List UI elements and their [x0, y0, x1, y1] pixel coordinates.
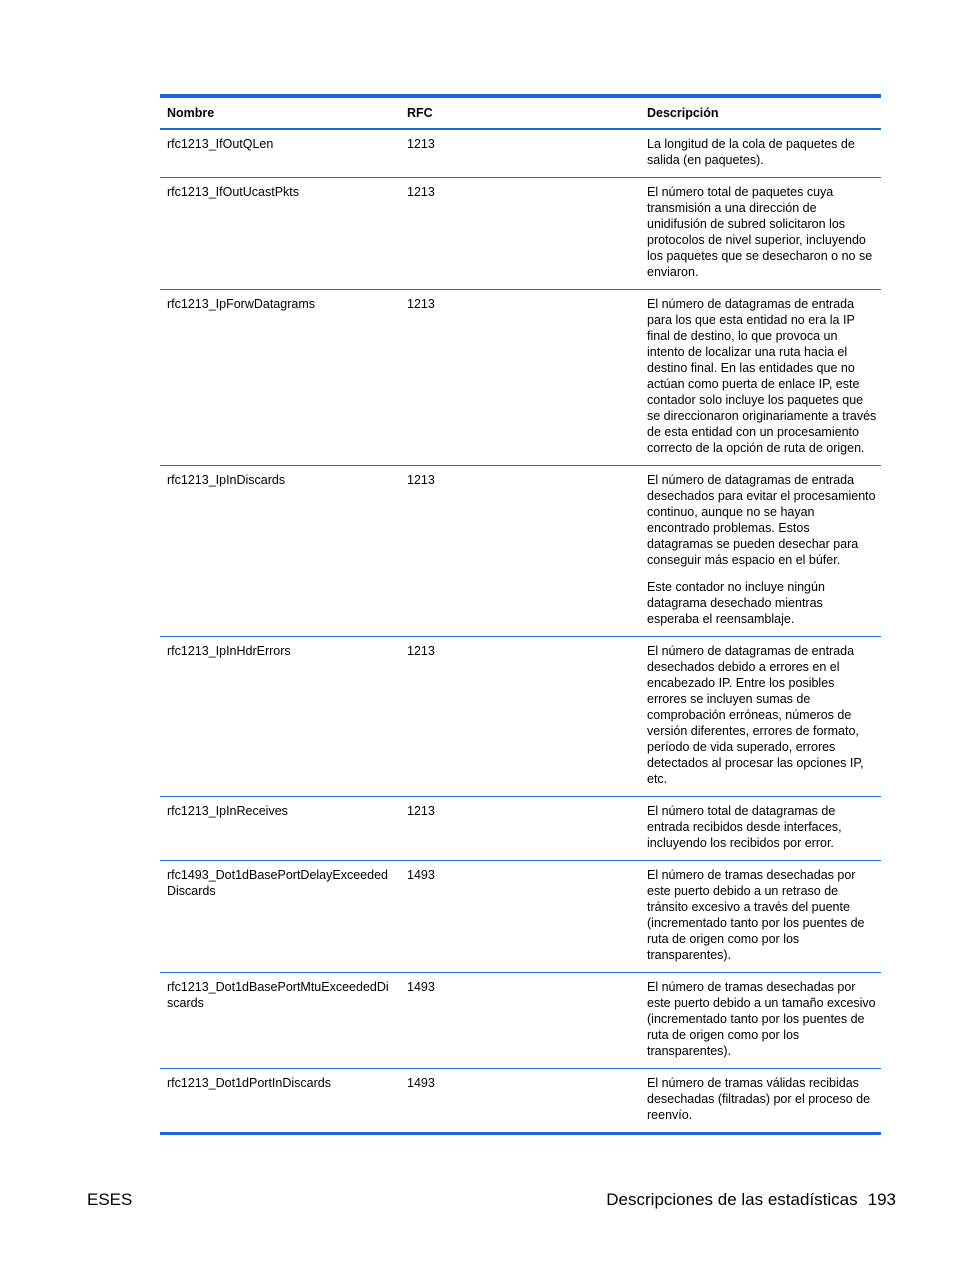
cell-rfc: 1213 [407, 297, 435, 311]
cell-nombre: rfc1213_IfOutUcastPkts [167, 185, 300, 199]
cell-nombre: rfc1213_IpInReceives [167, 804, 288, 818]
table-row [160, 290, 881, 466]
table-row [160, 861, 881, 973]
table-row [160, 130, 881, 178]
statistics-table [160, 94, 881, 1135]
cell-descripcion [640, 290, 881, 465]
description-paragraph: El número de datagramas de entrada desechados para evitar el procesamiento continuo, aunque no se hayan encontrado problemas. Estos datagramas se pueden desechar para conseguir más espacio en el búfer. [647, 473, 876, 567]
header-rfc: RFC [407, 106, 433, 120]
cell-nombre: rfc1213_IfOutQLen [167, 137, 274, 151]
header-descripcion: Descripción [647, 106, 719, 120]
table-row [160, 797, 881, 861]
cell-nombre: rfc1213_IpForwDatagrams [167, 297, 315, 311]
cell-descripcion [640, 797, 881, 860]
page-number: 193 [867, 1190, 896, 1209]
table-row [160, 973, 881, 1069]
description-paragraph: Este contador no incluye ningún datagrama desechado mientras esperaba el reensamblaje. [647, 580, 825, 626]
footer-section [606, 1190, 896, 1210]
table-body [160, 130, 881, 1132]
cell-rfc: 1213 [407, 137, 435, 151]
table-row [160, 1069, 881, 1132]
description-paragraph: El número de datagramas de entrada desechados debido a errores en el encabezado IP. Entre los posibles errores se incluyen sumas de comprobación erróneas, números de versión diferentes, errores de formato, período de vida superado, errores detectados al procesar las opciones IP, etc. [647, 644, 864, 786]
header-nombre: Nombre [167, 106, 215, 120]
description-paragraph: El número de tramas válidas recibidas desechadas (filtradas) por el proceso de reenvío. [647, 1076, 871, 1122]
cell-nombre: rfc1213_Dot1dBasePortMtuExceededDiscards [167, 980, 389, 1010]
cell-rfc: 1213 [407, 804, 435, 818]
cell-descripcion [640, 861, 881, 972]
cell-descripcion [640, 637, 881, 796]
cell-descripcion [640, 178, 881, 289]
cell-descripcion [640, 466, 881, 636]
cell-descripcion [640, 1069, 881, 1132]
cell-nombre: rfc1213_IpInHdrErrors [167, 644, 291, 658]
description-paragraph: El número total de datagramas de entrada recibidos desde interfaces, incluyendo los recibidos por error. [647, 804, 842, 850]
description-paragraph: El número total de paquetes cuya transmisión a una dirección de unidifusión de subred solicitaron los protocolos de nivel superior, incluyendo los paquetes que se desecharon o no se enviaron. [647, 185, 873, 279]
cell-nombre: rfc1213_IpInDiscards [167, 473, 286, 487]
cell-rfc: 1213 [407, 644, 435, 658]
table-row [160, 637, 881, 797]
cell-descripcion [640, 973, 881, 1068]
cell-descripcion [640, 130, 881, 177]
description-paragraph: El número de tramas desechadas por este puerto debido a un tamaño excesivo (incrementado tanto por los puentes de ruta de origen como por los transparentes). [647, 980, 876, 1058]
cell-rfc: 1493 [407, 1076, 435, 1090]
footer-section-title: Descripciones de las estadísticas [606, 1190, 858, 1209]
description-paragraph: La longitud de la cola de paquetes de salida (en paquetes). [647, 137, 855, 167]
cell-nombre: rfc1493_Dot1dBasePortDelayExceededDiscards [167, 868, 388, 898]
cell-rfc: 1493 [407, 868, 435, 882]
cell-rfc: 1493 [407, 980, 435, 994]
cell-rfc: 1213 [407, 185, 435, 199]
description-paragraph: El número de tramas desechadas por este puerto debido a un retraso de tránsito excesivo a través del puente (incrementado tanto por los puentes de ruta de origen como por los transparentes). [647, 868, 865, 962]
table-row [160, 178, 881, 290]
cell-rfc: 1213 [407, 473, 435, 487]
description-paragraph: El número de datagramas de entrada para los que esta entidad no era la IP final de destino, lo que provoca un intento de localizar una ruta hacia el destino final. En las entidades que no actúan como puerta de enlace IP, este contador solo incluye los paquetes que se direccionaron originariamente a través de esta entidad con un procesamiento correcto de la opción de ruta de origen. [647, 297, 877, 455]
cell-nombre: rfc1213_Dot1dPortInDiscards [167, 1076, 331, 1090]
table-header [160, 98, 881, 130]
footer-locale: ESES [87, 1190, 133, 1209]
table-row [160, 466, 881, 637]
